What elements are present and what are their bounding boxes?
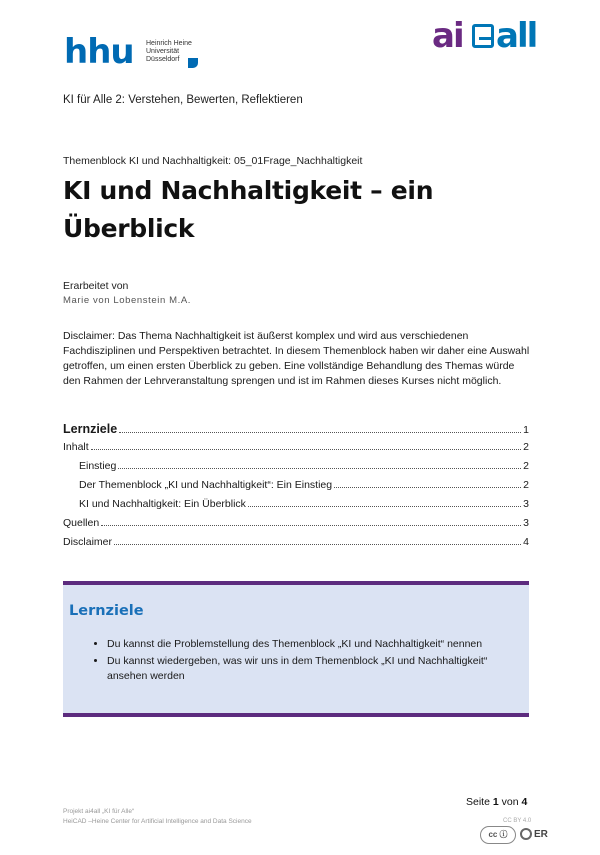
course-title: KI für Alle 2: Verstehen, Bewerten, Reflektieren [63,94,303,106]
list-item: • Du kannst wiedergeben, was wir uns in dem Themenblock „KI und Nachhaltigkeit“ ansehen werden [107,654,527,684]
list-item: • Du kannst die Problemstellung des Themenblock „KI und Nachhaltigkeit“ nennen [107,637,527,652]
hhu-logo-text: Heinrich Heine Universität Düsseldorf [146,40,192,63]
lernziele-heading: Lernziele [69,603,144,619]
footer-project: Projekt ai4all „KI für Alle“ [63,808,135,815]
page-number: Seite 1 von 4 [466,796,528,808]
toc-entry-inhalt[interactable]: Inhalt 2 [63,441,529,453]
author-label: Erarbeitet von [63,280,129,292]
hhu-logo-letters: hhu [64,32,134,72]
lernziele-box [63,581,529,717]
toc-entry-quellen[interactable]: Quellen 3 [63,517,529,529]
toc-entry-themenblock-einstieg[interactable]: Der Themenblock „KI und Nachhaltigkeit“: Ein Einstieg 2 [79,479,529,491]
lernziele-list [85,637,527,686]
license-label: CC BY 4.0 [503,818,532,824]
cc-by-icon: cc ⓘ [480,826,516,844]
oer-icon: ER [520,826,564,844]
document-title: KI und Nachhaltigkeit – ein Überblick [63,176,434,243]
footer-center: HeiCAD –Heine Center for Artificial Intelligence and Data Science [63,818,252,825]
hhu-logo-mark [188,58,198,68]
toc-entry-ueberblick[interactable]: KI und Nachhaltigkeit: Ein Überblick 3 [79,498,529,510]
ai4all-logo: ai all [432,16,537,56]
block-label: Themenblock KI und Nachhaltigkeit: 05_01Frage_Nachhaltigkeit [63,155,363,167]
hhu-logo [64,34,204,74]
toc-entry-einstieg[interactable]: Einstieg 2 [79,460,529,472]
toc-entry-disclaimer[interactable]: Disclaimer 4 [63,536,529,548]
disclaimer-paragraph: Disclaimer: Das Thema Nachhaltigkeit ist äußerst komplex und wird aus verschiedenen Fachdisziplinen und Perspektiven betrachtet. In diesem Themenblock haben wir daher eine Auswahl getroffen, um einen ersten Überblick zu geben. Eine vollständige Behandlung des Themas würde den Rahmen der Lehrveranstaltung sprengen und ist im Rahmen dieses Kurses nicht möglich. [63,330,530,387]
table-of-contents [63,422,529,555]
author-name: Marie von Lobenstein M.A. [63,295,192,306]
toc-entry-lernziele[interactable]: Lernziele 1 [63,422,529,436]
